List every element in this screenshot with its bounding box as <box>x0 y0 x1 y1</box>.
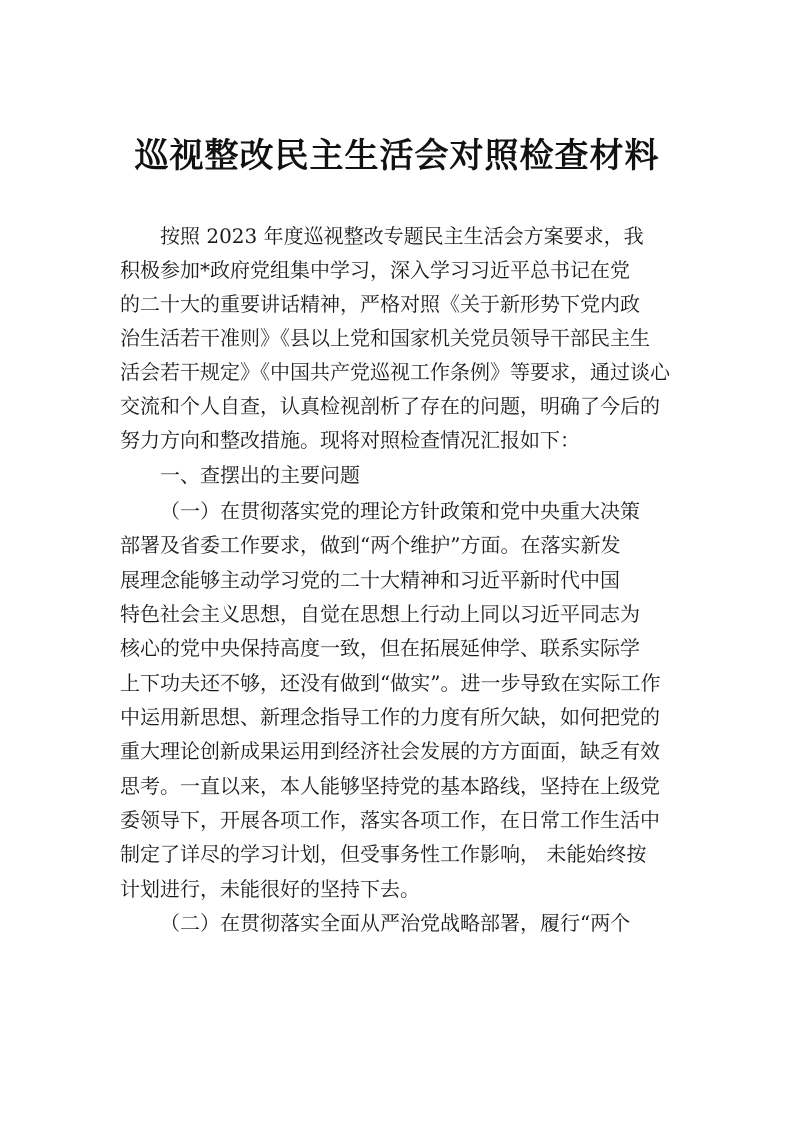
paragraph-line: 制定了详尽的学习计划，但受事务性工作影响， 未能始终按 <box>120 842 647 866</box>
paragraph-line: 中运用新思想、新理念指导工作的力度有所欠缺，如何把党的 <box>120 705 660 729</box>
document-title: 巡视整改民主生活会对照检查材料 <box>134 136 660 176</box>
section-heading: 一、查摆出的主要问题 <box>160 463 360 487</box>
paragraph-line: （二）在贯彻落实全面从严治党战略部署，履行“两个 <box>160 911 631 935</box>
paragraph-line: 努力方向和整改措施。现将对照检查情况汇报如下： <box>120 428 580 452</box>
paragraph-line: 部署及省委工作要求，做到“两个维护”方面。在落实新发 <box>120 533 621 557</box>
paragraph-line: 特色社会主义思想，自觉在思想上行动上同以习近平同志为 <box>120 602 640 626</box>
paragraph-line: （一）在贯彻落实党的理论方针政策和党中央重大决策 <box>160 499 640 523</box>
paragraph-line: 思考。一直以来，本人能够坚持党的基本路线，坚持在上级党 <box>120 774 660 798</box>
paragraph-line: 核心的党中央保持高度一致，但在拓展延伸学、联系实际学 <box>120 636 640 660</box>
paragraph-line: 委领导下，开展各项工作，落实各项工作，在日常工作生活中 <box>120 808 660 832</box>
paragraph-line: 的二十大的重要讲话精神，严格对照《关于新形势下党内政 <box>120 292 640 316</box>
paragraph-line: 计划进行，未能很好的坚持下去。 <box>120 877 420 901</box>
paragraph-line: 活会若干规定》《中国共产党巡视工作条例》等要求，通过谈心 <box>120 360 670 384</box>
paragraph-line: 治生活若干准则》《县以上党和国家机关党员领导干部民主生 <box>120 326 650 350</box>
paragraph-line: 重大理论创新成果运用到经济社会发展的方方面面，缺乏有效 <box>120 739 660 763</box>
paragraph-line: 交流和个人自查，认真检视剖析了存在的问题，明确了今后的 <box>120 394 660 418</box>
paragraph-line: 按照 2023 年度巡视整改专题民主生活会方案要求，我 <box>160 224 644 248</box>
paragraph-line: 展理念能够主动学习党的二十大精神和习近平新时代中国 <box>120 568 620 592</box>
paragraph-line: 上下功夫还不够，还没有做到“做实”。进一步导致在实际工作 <box>120 671 661 695</box>
paragraph-line: 积极参加*政府党组集中学习，深入学习习近平总书记在党 <box>120 258 630 282</box>
